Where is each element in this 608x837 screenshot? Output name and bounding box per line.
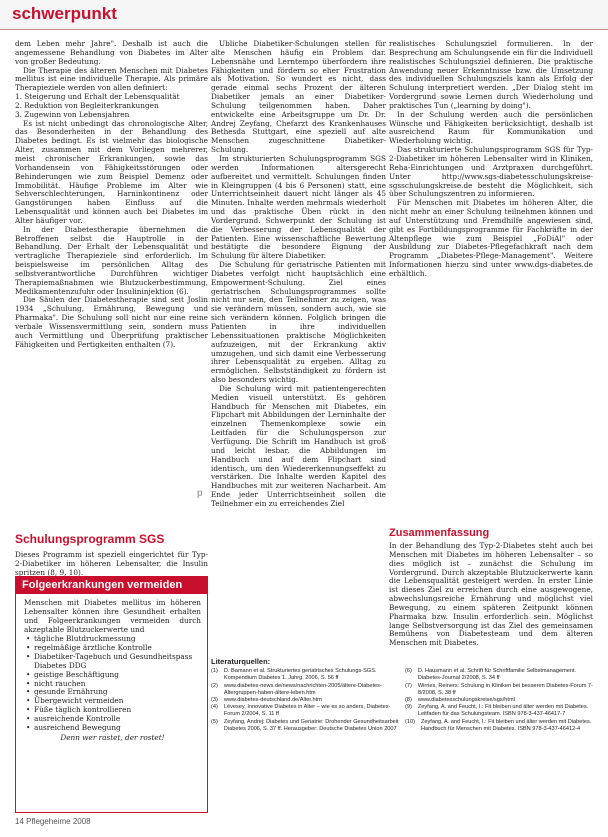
reference-number: (9) [405, 704, 412, 711]
summary-paragraph: In der Behandlung des Typ-2-Diabetes steht auch bei Menschen mit Diabetes im höheren Lebensalter – so dies möglich ist – zunächst die Schulung im Vordergrund. Durch akzeptable Blutzuckerwerte kann die Lebensqualität gesteigert werden. In erster Linie ist dieses Ziel zu erreichen durch eine ausgewogene, abwechslungsreiche Ernährung und möglichst viel Bewegung, zu einem späteren Zeitpunkt können Pharmaka bzw. Insulin erforderlich sein. Möglichst lange Selbstversorgung ist das Ziel des gemeinsamen Bemühens von Diabetesteam und dem älteren Menschen mit Diabetes. [389, 541, 593, 648]
reference-number: (10) [405, 718, 415, 725]
reference-text: www.diabetes-news.de/news/nachrichten-2005/ältere-Diabetes-Altergruppen-haben-ältere-leben.htm [223, 682, 382, 696]
goals-list [15, 93, 208, 120]
reference-text: www.diabetesschulungskreise/sgs/html [417, 697, 515, 704]
list-item: 3. Zugewinn von Lebensjahren [15, 109, 130, 119]
column-2 [211, 40, 386, 640]
page-footer: 14 Pflegeheime 2008 [15, 817, 91, 826]
paragraph: realistisches Schulungsziel formulieren. In der Besprechung am Schulungsende ein für die Individuell realistisches Schulungsziel definieren. Die praktische Anwendung neuer Erkenntnisse bzw. die Umsetzung des individuellen Schulungsziels kann als Erfolg der Schulung interpretiert werden. „Der Dialog steht im Vordergrund sowie Lernen durch Wiederholung und praktisches Tun („learning by doing"). [389, 40, 593, 110]
sgs-heading: Schulungsprogramm SGS [15, 532, 165, 546]
reference-number: (4) [211, 704, 218, 711]
list-item: • regelmäßige ärztliche Kontrolle [24, 644, 201, 653]
reference-text: D. Bamann et al. Strukturiertes geriatrisches Schulungs-SGS. Kompendium Diabetes 1. Jahrg. 2006, S. 56 ff [223, 668, 377, 682]
sgs-paragraph: Dieses Programm ist speziell eingerichtet für Typ-2-Diabetiker im höheren Lebensalter, die Insulin spritzen (8, 9, 10). [15, 550, 208, 577]
info-box [15, 576, 208, 813]
list-item: 2. Reduktion von Begleiterkrankungen [15, 100, 159, 110]
reference-number: (1) [211, 668, 218, 675]
reference-number: (6) [405, 668, 412, 675]
paragraph: Übliche Diabetiker-Schulungen stellen für alte Menschen häufig ein Problem dar. Lebensnähe und Lerntempo überfordern ihre Fähigkeiten und fördern so eher Frustration als Motivation. So wundert es nicht, dass gerade einmal sechs Prozent der älteren Diabetiker jemals an einer Diabetiker-Schulung teilgenommen haben. Daher entwickelte eine Arbeitsgruppe um Dr. Dr. Andrej Zeyfang, Chefarzt des Krankenhauses Bethesda Stuttgart, eine speziell auf alte Menschen zugeschnittene Diabetiker-Schulung. [211, 40, 386, 155]
info-box-list [24, 635, 201, 732]
reference-number: (3) [211, 697, 218, 704]
list-item: • ausreichend Bewegung [24, 724, 201, 733]
paragraph: Die Säulen der Diabetestherapie sind seit Joslin 1934 „Schulung, Ernährung, Bewegung und Pharmaka". Die Schulung soll nicht nur eine reine verbale Wissensvermittlung sein, sondern muss auch Vermittlung und Überprüfung praktischer Fähigkeiten und Fertigkeiten enthalten (7). [15, 295, 208, 349]
reference-number: (2) [211, 682, 218, 689]
reference-number: (8) [405, 697, 412, 704]
reference-text: Lévesey, Innovative Diabetes in Alter – wie es so anders, Diabetes-Forum 2/2004, S. 11 ff [223, 704, 391, 718]
paragraph: Im strukturierten Schulungsprogramm SGS werden Informationen altersgerecht aufbereitet und vermittelt. Schulungen finden in Kleingruppen (4 bis 6 Personen) statt, eine Unterrichtseinheit dauert nicht länger als 45 Minuten. Inhalte werden mehrmals wiederholt und das praktische Üben rückt in den Vordergrund. Schwerpunkt der Schulung ist die Verbesserung der Lebensqualität der Patienten. Eine wissenschaftliche Bewertung bestätigte die besondere Eignung der Schulung für ältere Diabetiker. [211, 153, 386, 261]
references [211, 658, 593, 733]
list-item: 1. Steigerung und Erhalt der Lebensqualität [15, 92, 180, 102]
references-left [211, 668, 399, 733]
column-1 [15, 40, 208, 558]
info-box-body [16, 594, 207, 743]
paragraph: Das strukturierte Schulungsprogramm SGS für Typ-2-Diabetiker im höheren Lebensalter wird in Kliniken, Reha-Einrichtungen und Arztpraxen durchgeführt. Unter http://www.sgs-diabetesschulungskreise-sgsschulungskreise.de besteht die Möglichkeit, sich über Schulungszentren zu informieren. [389, 145, 593, 199]
info-box-intro: Menschen mit Diabetes mellitus im höheren Lebensalter können ihre Gesundheit erhalten und Folgeerkrankungen vermeiden durch akzeptable Blutzuckerwerte und [24, 598, 201, 634]
reference-item [211, 697, 399, 704]
page-mark-icon: p [197, 488, 203, 499]
references-title: Literaturquellen: [211, 657, 271, 666]
reference-number: (5) [211, 718, 218, 725]
reference-text: Zeyfang, A. and Feucht, I.: Fit bleiben und älter werden mit Diabetes. Handbuch für Menschen mit Diabetes. ISBN 978-3-437-46412-4 [420, 718, 592, 732]
info-box-closing: Denn wer rastet, der rostet! [60, 732, 165, 742]
paragraph: Die Therapie des älteren Menschen mit Diabetes mellitus ist eine individuelle Therapie. Als primäre Therapieziele werden von allen definiert: [15, 65, 208, 93]
reference-item [405, 668, 593, 682]
list-item: • gesunde Ernährung [24, 688, 201, 697]
reference-item [211, 704, 399, 718]
references-right [405, 668, 593, 733]
list-item: • ausreichende Kontrolle [24, 715, 201, 724]
reference-text: Wirries, Reiners: Schulung in Kliniken bei besseren Diabetes-Forum 7-8/2008, S. 38 ff [417, 682, 593, 696]
reference-item [405, 719, 593, 733]
list-item: • Füße täglich kontrollieren [24, 706, 201, 715]
info-box-heading: Folgeerkrankungen vermeiden [16, 577, 207, 594]
list-item: • Diabetiker-Tagebuch und Gesundheitspass Diabetes DDG [24, 653, 201, 671]
paragraph: In der Schulung werden auch die persönlichen Wünsche und Fähigkeiten berücksichtigt, deshalb ist ausreichend Raum für Kommunikation und Wiederholung wichtig. [389, 109, 593, 146]
summary-heading: Zusammenfassung [389, 527, 490, 539]
header-bar [0, 0, 608, 30]
paragraph: dem Leben mehr Jahre". Deshalb ist auch die angemessene Behandlung von Diabetes im Alter von großer Bedeutung. [15, 40, 208, 66]
paragraph: Die Schulung für geriatrische Patienten mit Diabetes verfolgt nicht hauptsächlich eine Empowerment-Schulung. Ziel eines geriatrischen Schulungsprogrammes sollte nicht nur sein, den Teilnehmer zu zeigen, was sie verändern müssen, sondern auch, wie sie sich verändern können. Folglich bringen die Patienten in ihre individuellen Lebenssituationen praktische Möglichkeiten aufzuzeigen, mit der Erkrankung aktiv umzugehen, und sich damit eine Verbesserung ihrer Lebensqualität zu ergeben. Alltag zu ermöglichen. Selbstständigkeit zu fördern ist also besonders wichtig. [211, 260, 386, 385]
list-item: • geistige Beschäftigung [24, 671, 201, 680]
reference-item [211, 683, 399, 697]
reference-text: Zeyfang, A. and Feucht, I.: Fit bleiben und älter werden mit Diabetes. Leitfaden für das Schulungsteam. ISBN 978-3-437-46417-7 [417, 704, 589, 718]
paragraph: In der Diabetestherapie übernehmen die Betroffenen selbst die Hauptrolle in der Behandlung. Der Erhalt der Lebensqualität und vertragliche Therapieziele sind erforderlich. Im beispielsweise im persönlichen Alltag des selbstverantwortliche Durchführen wichtiger Therapiemaßnahmen wie Blutzuckerbestimmung, Medikamentenzufuhr oder Insulininjektion (6). [15, 224, 208, 296]
reference-text: Zeyfang, Andrej: Diabetes und Geriatrie: Drohender Gesundheitsarbeit Diabetes 2006, S. 37 ff. Herausgeber: Deutsche Diabetes Union 2007 [223, 718, 399, 732]
references-grid [211, 668, 593, 733]
list-item: • nicht rauchen [24, 680, 201, 689]
reference-text: www.diabetes-deutschland.de/Alter.htm [223, 697, 322, 704]
reference-item [211, 719, 399, 733]
reference-text: D. Hausmann et al. Schrift für Schriftfamilie Selbstmanagement. Diabetes-Journal 2/2008, S. 34 ff [417, 668, 577, 682]
reference-item [405, 683, 593, 697]
list-item: • Übergewicht vermeiden [24, 697, 201, 706]
reference-item [211, 668, 399, 682]
paragraph: Die Schulung wird mit patientengerechten Medien visuell unterstützt. Es gehören Handbuch für Menschen mit Diabetes, ein Flipchart mit Abbildungen der Lerninhalte der einzelnen Themenkomplexe sowie ein Leitfaden für die Schulungsperson zur Verfügung. Die Schrift im Handbuch ist groß und leicht lesbar, die Abbildungen im Handbuch und auf dem Flipchart sind identisch, um den Wiedererkennungseffekt zu verstärken. Die Inhalte werden Kapitel des Handbuches mit zur weiteren Nacharbeit. Am Ende jeder Unterrichtseinheit sollen die Teilnehmer ein zu erreichendes Ziel [211, 383, 386, 508]
paragraph: Es ist nicht unbedingt das chronologische Alter, das Besonderheiten in der Behandlung des Diabetes bedingt. Es ist vielmehr das biologische Alter, zusammen mit dem Vorliegen mehrerer, meist chronischer Erkrankungen, sowie das Vorhandensein von Fähigkeitsstörungen oder Behinderungen wie zum Beispiel Demenz oder Immobilität. Häufige Probleme im Alter wie Sehverschlechterungen, Harninkontinenz oder Gangstörungen haben Einfluss auf die Lebensqualität und können auch bei Diabetes im Alter häufiger vor. [15, 118, 208, 225]
reference-number: (7) [405, 682, 412, 689]
list-item: • tägliche Blutdruckmessung [24, 635, 201, 644]
reference-item [405, 697, 593, 704]
column-3 [389, 40, 593, 522]
section-title: schwerpunkt [12, 4, 117, 23]
paragraph: Für Menschen mit Diabetes im höheren Alter, die nicht mehr an einer Schulung teilnehmen können und auf Unterstützung und Fremdhilfe angewiesen sind, gibt es Fortbildungsprogramme für Fachkräfte in der Altenpflege wie zum Beispiel „FoDiAl" oder Ausbildung zur Diabetes-Pflegefachkraft nach dem Programm „Diabetes-Pflege-Management". Weitere Informationen hierzu sind unter www.dgs-diabetes.de erhältlich. [389, 198, 593, 278]
reference-item [405, 704, 593, 718]
